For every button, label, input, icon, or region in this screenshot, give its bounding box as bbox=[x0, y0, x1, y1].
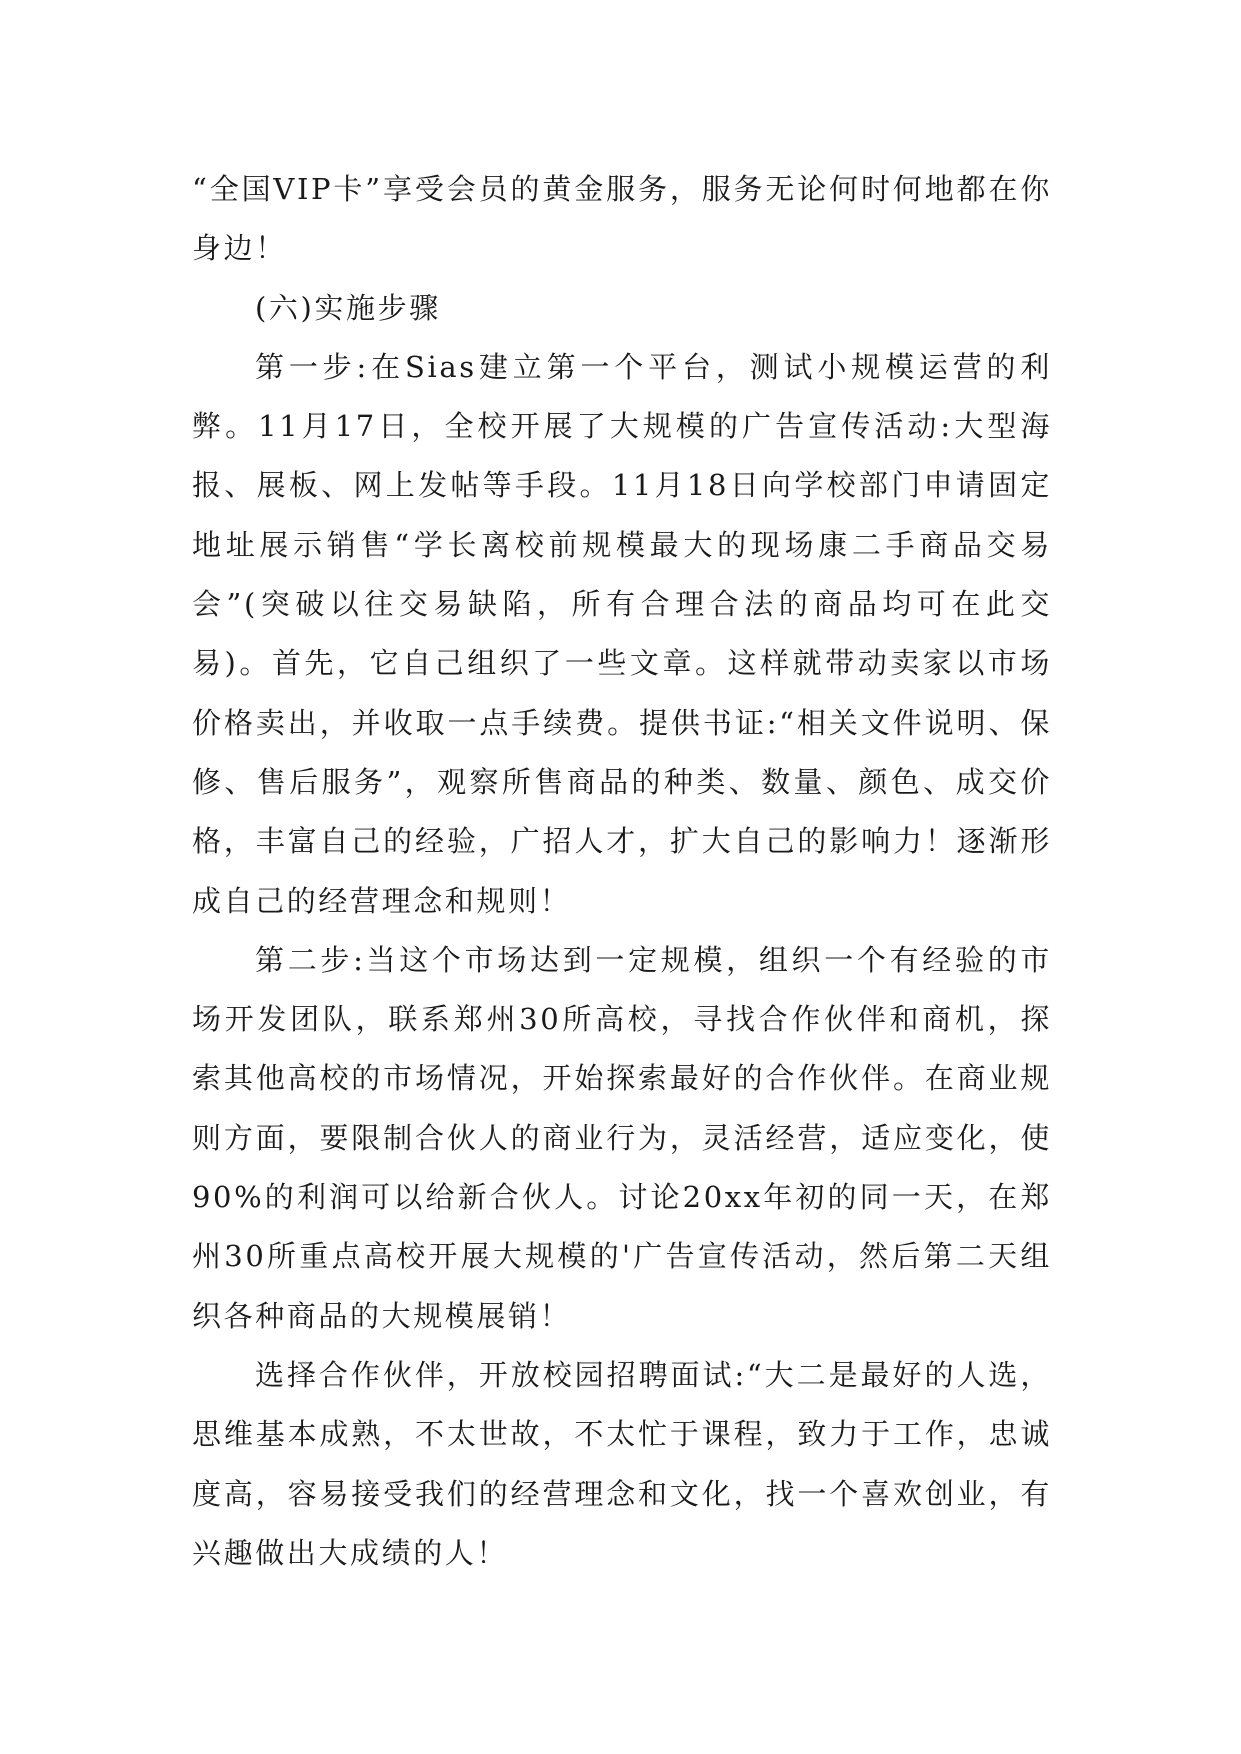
paragraph-step-two: 第二步:当这个市场达到一定规模，组织一个有经验的市场开发团队，联系郑州30所高校，寻找合作伙伴和商机，探索其他高校的市场情况，开始探索最好的合作伙伴。在商业规则方面，要限制合伙人的商业行为，灵活经营，适应变化，使90%的利润可以给新合伙人。讨论20xx年初的同一天，在郑州30所重点高校开展大规模的'广告宣传活动，然后第二天组织各种商品的大规模展销！ bbox=[192, 942, 1052, 1333]
section-heading-implementation-steps: (六)实施步骤 bbox=[255, 290, 441, 325]
document-body bbox=[192, 160, 1052, 1583]
paragraph-step-one: 第一步:在Sias建立第一个平台，测试小规模运营的利弊。11月17日，全校开展了大规模的广告宣传活动:大型海报、展板、网上发帖等手段。11月18日向学校部门申请固定地址展示销售“学长离校前规模最大的现场康二手商品交易会”(突破以往交易缺陷，所有合理合法的商品均可在此交易)。首先，它自己组织了一些文章。这样就带动卖家以市场价格卖出，并收取一点手续费。提供书证:“相关文件说明、保修、售后服务”，观察所售商品的种类、数量、颜色、成交价格，丰富自己的经验，广招人才，扩大自己的影响力！逐渐形成自己的经营理念和规则！ bbox=[192, 349, 1052, 918]
paragraph-partner-selection: 选择合作伙伴，开放校园招聘面试:“大二是最好的人选，思维基本成熟，不太世故，不太忙于课程，致力于工作，忠诚度高，容易接受我们的经营理念和文化，找一个喜欢创业，有兴趣做出大成绩的人！ bbox=[192, 1357, 1052, 1570]
paragraph-vip-card: “全国VIP卡”享受会员的黄金服务，服务无论何时何地都在你身边！ bbox=[192, 172, 1052, 266]
